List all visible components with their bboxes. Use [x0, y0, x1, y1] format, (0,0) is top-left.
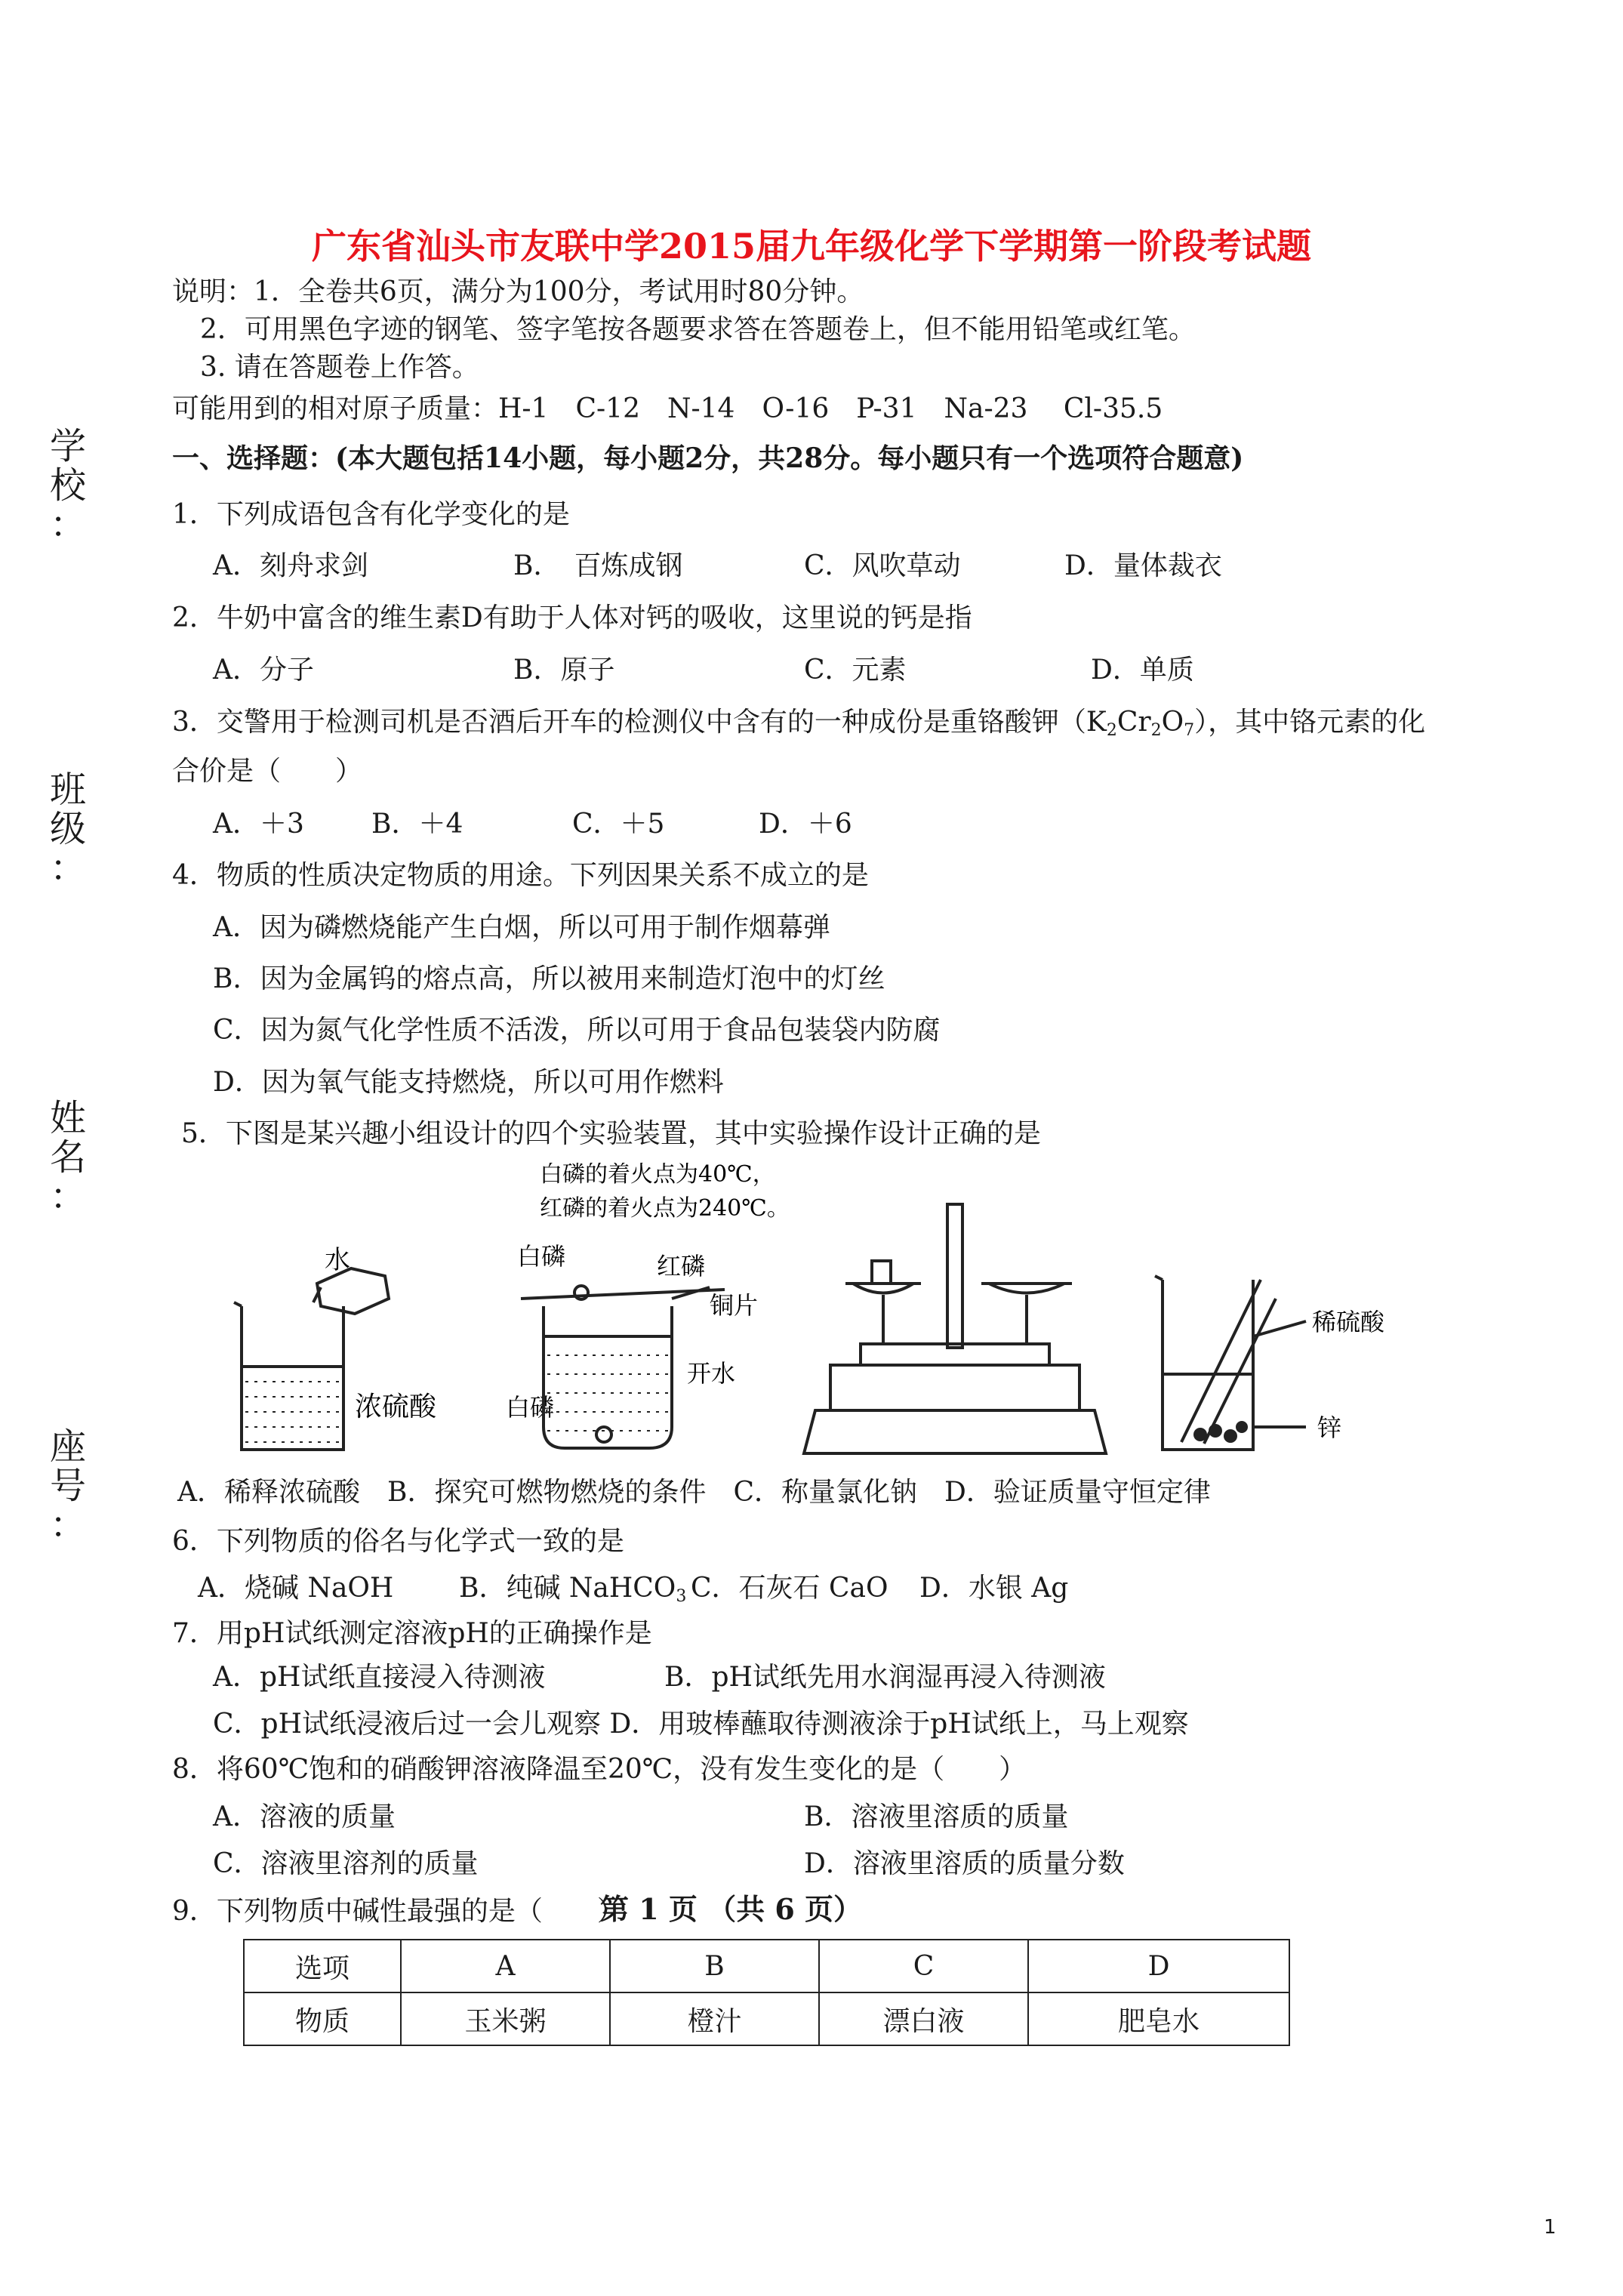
q1-option-a: A．刻舟求剑	[213, 550, 368, 581]
q9-stem: 9．下列物质中碱性最强的是（ ）	[172, 1896, 624, 1927]
label-hot-water: 开水	[687, 1359, 736, 1388]
table-cell: 漂白液	[819, 1992, 1028, 2045]
q5-stem: 5．下图是某兴趣小组设计的四个实验装置，其中实验操作设计正确的是	[181, 1118, 1041, 1149]
apparatus-d-beaker	[1155, 1276, 1306, 1450]
q6-option-c: C．石灰石 CaO	[691, 1573, 888, 1604]
label-red-phosphorus: 红磷	[657, 1252, 706, 1281]
apparatus-c-balance	[804, 1204, 1106, 1453]
q6-option-d: D．水银 Ag	[919, 1573, 1069, 1604]
note-1: 说明：1．全卷共6页，满分为100分，考试用时80分钟。	[172, 276, 864, 307]
q5-experiment-figure	[226, 1163, 1412, 1465]
page-footer: 第 1 页 （共 6 页）	[600, 1892, 863, 1926]
label-conc-acid: 浓硫酸	[355, 1391, 437, 1422]
q4-option-b: B．因为金属钨的熔点高，所以被用来制造灯泡中的灯丝	[213, 963, 885, 994]
label-dilute-acid: 稀硫酸	[1312, 1308, 1385, 1336]
label-white-phosphorus-top: 白磷	[517, 1242, 566, 1271]
label-water: 水	[325, 1245, 350, 1275]
q5-options: A．稀释浓硫酸 B．探究可燃物燃烧的条件 C．称量氯化钠 D．验证质量守恒定律	[177, 1477, 1211, 1508]
q8-option-c: C．溶液里溶剂的质量	[213, 1848, 479, 1879]
q7-option-a: A．pH试纸直接浸入待测液	[213, 1662, 546, 1693]
q8-stem: 8．将60℃饱和的硝酸钾溶液降温至20℃，没有发生变化的是（ ）	[172, 1754, 1027, 1785]
q3-option-d: D．＋6	[759, 809, 852, 840]
q7-option-b: B．pH试纸先用水润湿再浸入待测液	[664, 1662, 1106, 1693]
q3-stem-line2: 合价是（ ）	[172, 756, 363, 787]
note-3: 3. 请在答题卷上作答。	[200, 352, 479, 383]
name-label: 姓 名 ：	[49, 1097, 86, 1218]
q3-option-c: C．＋5	[572, 809, 665, 840]
q1-option-d: D．量体裁衣	[1064, 550, 1222, 581]
q4-option-d: D．因为氧气能支持燃烧，所以可用作燃料	[213, 1067, 724, 1098]
table-cell: A	[401, 1940, 610, 1992]
label-copper-sheet: 铜片	[710, 1291, 759, 1320]
label-ignite-note-2: 红磷的着火点为240℃。	[540, 1195, 790, 1222]
label-ignite-note-1: 白磷的着火点为40℃，	[540, 1163, 775, 1188]
q6-option-b: B．纯碱 NaHCO$_3$	[459, 1573, 687, 1606]
q6-stem: 6．下列物质的俗名与化学式一致的是	[172, 1526, 624, 1557]
table-cell: 物质	[244, 1992, 401, 2045]
q3-option-b: B．＋4	[371, 809, 463, 840]
class-label: 班 级 ：	[49, 769, 86, 889]
q8-option-b: B．溶液里溶质的质量	[804, 1801, 1069, 1832]
table-cell: 肥皂水	[1028, 1992, 1289, 2045]
q2-option-d: D．单质	[1091, 655, 1194, 686]
page-number: 1	[1544, 2216, 1557, 2239]
q8-option-a: A．溶液的质量	[213, 1801, 396, 1832]
q4-option-a: A．因为磷燃烧能产生白烟，所以可用于制作烟幕弹	[213, 912, 830, 943]
q3-stem: 3．交警用于检测司机是否酒后开车的检测仪中含有的一种成份是重铬酸钾$(K_2Cr_2O_7)$，其中铬元素的化	[172, 707, 1426, 740]
q8-option-d: D．溶液里溶质的质量分数	[804, 1848, 1125, 1879]
q9-table	[243, 1939, 1290, 2046]
table-cell: 选项	[244, 1940, 401, 1992]
table-cell: 橙汁	[610, 1992, 819, 2045]
page-title: 广东省汕头市友联中学2015届九年级化学下学期第一阶段考试题	[311, 226, 1312, 267]
q1-option-c: C．风吹草动	[804, 550, 961, 581]
q2-option-b: B．原子	[513, 655, 615, 686]
table-cell: D	[1028, 1940, 1289, 1992]
q6-option-a: A．烧碱 NaOH	[198, 1573, 394, 1604]
table-cell: C	[819, 1940, 1028, 1992]
note-2: 2．可用黑色字迹的钢笔、签字笔按各题要求答在答题卷上，但不能用铅笔或红笔。	[200, 314, 1196, 345]
q3-option-a: A．＋3	[213, 809, 304, 840]
q7-option-cd: C．pH试纸浸液后过一会儿观察 D．用玻棒蘸取待测液涂于pH试纸上，马上观察	[213, 1709, 1189, 1740]
q2-stem: 2．牛奶中富含的维生素D有助于人体对钙的吸收，这里说的钙是指	[172, 603, 972, 633]
apparatus-a-beaker	[234, 1268, 389, 1450]
q2-option-c: C．元素	[804, 655, 907, 686]
table-cell: 玉米粥	[401, 1992, 610, 2045]
atomic-masses: 可能用到的相对原子质量：H-1 C-12 N-14 O-16 P-31 Na-23 Cl-35.5	[172, 393, 1163, 424]
q1-option-b: B． 百炼成钢	[513, 550, 683, 581]
seat-label: 座 号 ：	[49, 1425, 86, 1546]
table-row	[244, 1992, 1289, 2045]
q4-option-c: C．因为氮气化学性质不活泼，所以可用于食品包装袋内防腐	[213, 1015, 941, 1046]
q2-option-a: A．分子	[213, 655, 314, 686]
school-label: 学 校 ：	[49, 425, 86, 546]
q4-stem: 4．物质的性质决定物质的用途。下列因果关系不成立的是	[172, 860, 869, 891]
label-white-phosphorus-bottom: 白磷	[506, 1393, 555, 1422]
table-cell: B	[610, 1940, 819, 1992]
label-zinc: 锌	[1317, 1413, 1342, 1442]
section-1-heading: 一、选择题：(本大题包括14小题，每小题2分，共28分。每小题只有一个选项符合题意)	[172, 442, 1244, 474]
q7-stem: 7．用pH试纸测定溶液pH的正确操作是	[172, 1618, 652, 1649]
q1-stem: 1．下列成语包含有化学变化的是	[172, 499, 570, 530]
zinc-granules	[1193, 1421, 1248, 1443]
table-row	[244, 1940, 1289, 1992]
